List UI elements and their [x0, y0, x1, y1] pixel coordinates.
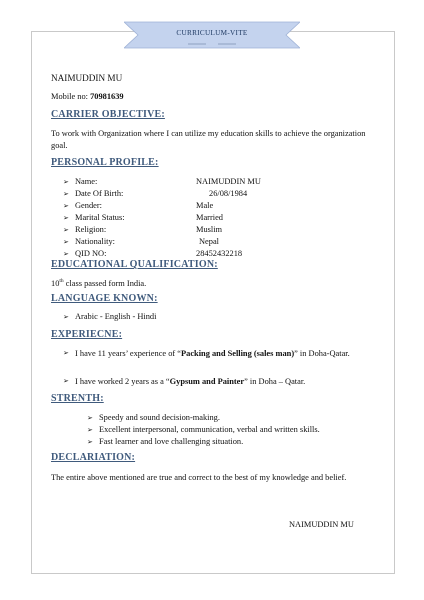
mobile-label: Mobile no: — [51, 92, 88, 101]
strength-item — [87, 425, 320, 434]
profile-row — [63, 189, 248, 198]
profile-value: 26/08/1984 — [209, 189, 248, 198]
signature-name: NAIMUDDIN MU — [289, 520, 354, 529]
arrowhead-bullet-icon: ➢ — [87, 426, 93, 434]
arrowhead-bullet-icon: ➢ — [63, 313, 69, 321]
arrowhead-bullet-icon: ➢ — [63, 214, 69, 222]
personal-heading: PERSONAL PROFILE: — [51, 157, 159, 168]
candidate-name: NAIMUDDIN MU — [51, 73, 123, 83]
profile-value: NAIMUDDIN MU — [196, 177, 261, 186]
experience-heading: EXPERIECNE: — [51, 329, 123, 340]
experience-item — [63, 348, 363, 360]
strength-text: Speedy and sound decision-making. — [99, 413, 220, 422]
profile-label: Date Of Birth: — [75, 189, 124, 198]
profile-label: Nationality: — [75, 237, 116, 246]
arrowhead-bullet-icon: ➢ — [63, 202, 69, 210]
education-grade: 10 — [51, 278, 60, 288]
mobile-line — [51, 92, 124, 101]
strength-text: Excellent interpersonal, communication, verbal and written skills. — [99, 425, 320, 434]
strength-heading: STRENTH: — [51, 393, 104, 404]
experience-role: Packing and Selling (sales man) — [181, 349, 295, 358]
arrowhead-bullet-icon: ➢ — [63, 226, 69, 234]
banner-title: CURRICULUM-VITE — [176, 29, 248, 37]
experience-text — [63, 348, 363, 360]
profile-row — [63, 237, 219, 246]
profile-row — [63, 225, 223, 234]
arrowhead-bullet-icon: ➢ — [63, 178, 69, 186]
profile-value: Married — [196, 213, 223, 222]
profile-row — [63, 249, 243, 258]
experience-text-start: I have worked 2 years as a “ — [75, 377, 170, 386]
education-detail: class passed form India. — [63, 278, 147, 288]
education-grade-suffix: th — [59, 278, 64, 284]
education-text — [51, 278, 146, 288]
experience-text — [63, 376, 363, 388]
experience-text-start: I have 11 years’ experience of “ — [75, 349, 182, 358]
profile-row — [63, 177, 261, 186]
arrowhead-bullet-icon: ➢ — [87, 414, 93, 422]
profile-row — [63, 213, 223, 222]
profile-label: Marital Status: — [75, 213, 125, 222]
profile-value: Nepal — [199, 237, 219, 246]
profile-label: Gender: — [75, 201, 102, 210]
mobile-number: 70981639 — [90, 92, 124, 101]
profile-label: QID NO: — [75, 249, 107, 258]
title-banner — [124, 20, 300, 50]
strength-item — [87, 437, 243, 446]
profile-row — [63, 201, 214, 210]
education-heading: EDUCATIONAL QUALIFICATION: — [51, 259, 218, 270]
language-text: Arabic - English - Hindi — [75, 312, 157, 321]
profile-value: Muslim — [196, 225, 223, 234]
experience-text-end: ” in Doha – Qatar. — [244, 377, 306, 386]
arrowhead-bullet-icon: ➢ — [63, 377, 69, 385]
arrowhead-bullet-icon: ➢ — [63, 190, 69, 198]
language-heading: LANGUAGE KNOWN: — [51, 293, 158, 304]
profile-value: Male — [196, 201, 214, 210]
experience-text-end: ” in Doha-Qatar. — [294, 349, 350, 358]
strength-item — [87, 413, 220, 422]
objective-text: To work with Organization where I can utilize my education skills to achieve the organization goal. — [51, 129, 366, 150]
profile-label: Religion: — [75, 225, 107, 234]
arrowhead-bullet-icon: ➢ — [63, 349, 69, 357]
experience-role: Gypsum and Painter — [169, 377, 245, 386]
experience-item — [63, 376, 363, 388]
profile-label: Name: — [75, 177, 98, 186]
profile-value: 28452432218 — [196, 249, 243, 258]
objective-heading: CARRIER OBJECTIVE: — [51, 109, 165, 120]
language-item — [63, 312, 156, 321]
arrowhead-bullet-icon: ➢ — [63, 250, 69, 258]
declaration-text: The entire above mentioned are true and correct to the best of my knowledge and belief. — [51, 473, 347, 482]
arrowhead-bullet-icon: ➢ — [87, 438, 93, 446]
arrowhead-bullet-icon: ➢ — [63, 238, 69, 246]
declaration-heading: DECLARIATION: — [51, 452, 136, 463]
strength-text: Fast learner and love challenging situation. — [99, 437, 244, 446]
